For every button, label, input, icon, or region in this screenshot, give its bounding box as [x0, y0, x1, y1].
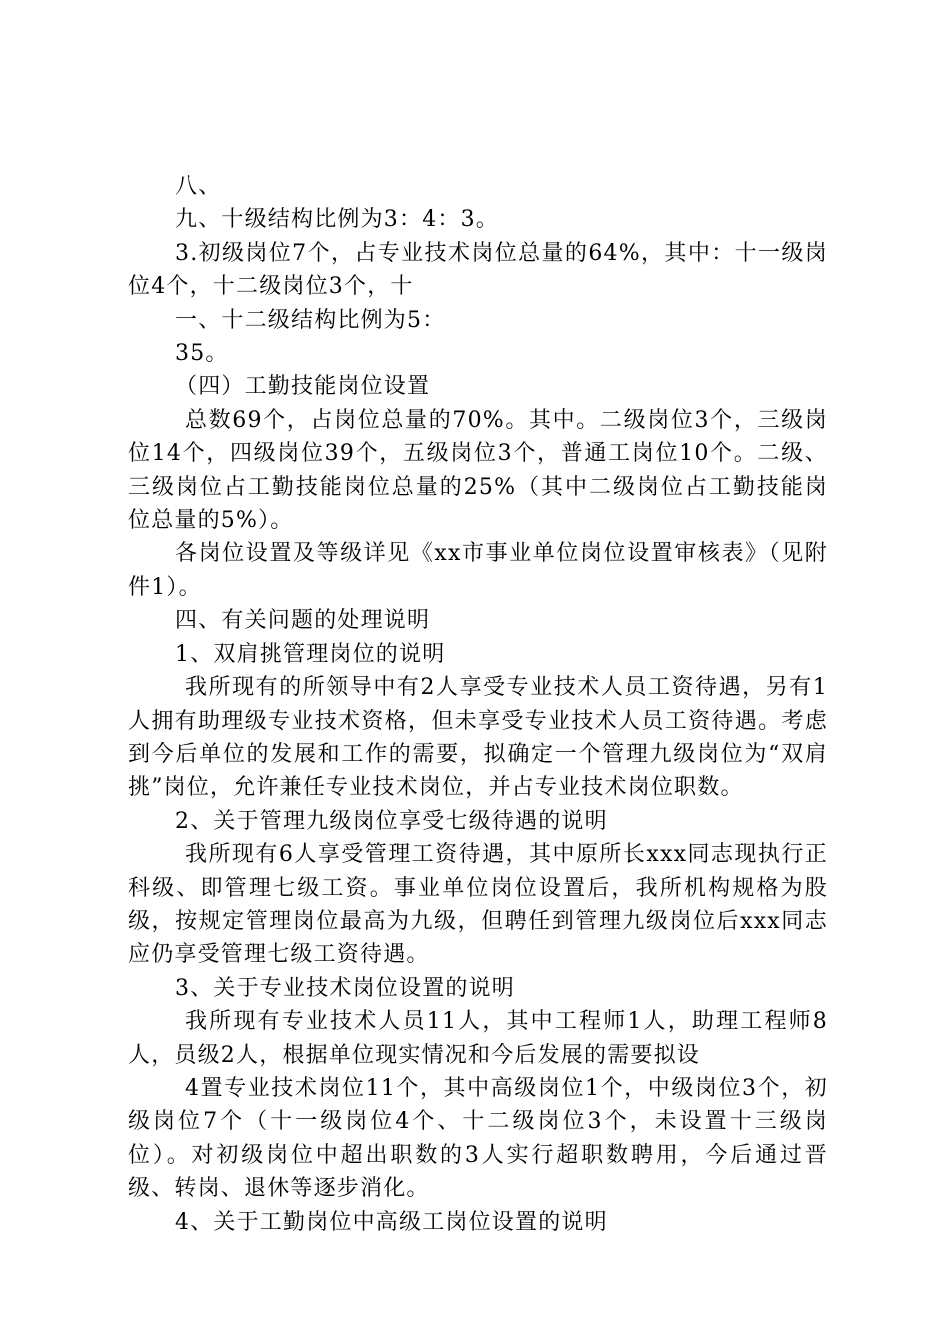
subheading-senior-worker-posts: 4、关于工勤岗位中高级工岗位设置的说明 [175, 1209, 608, 1235]
subheading-dual-role: 1、双肩挑管理岗位的说明 [175, 641, 446, 667]
document-body [128, 170, 828, 1239]
paragraph-technical-staff: 我所现有专业技术人员11人，其中工程师1人，助理工程师8人，员级2人，根据单位现实情况和今后发展的需要拟设 [128, 1009, 828, 1068]
paragraph-worker-totals: 总数69个，占岗位总量的70%。其中。二级岗位3个，三级岗位14个，四级岗位39个，五级岗位3个，普通工岗位10个。二级、三级岗位占工勤技能岗位总量的25%（其中二级岗位占工勤技能岗位总量的5%）。 [128, 407, 828, 534]
paragraph-dual-role: 我所现有的所领导中有2人享受专业技术人员工资待遇，另有1人拥有助理级专业技术资格，但未享受专业技术人员工资待遇。考虑到今后单位的发展和工作的需要，拟确定一个管理九级岗位为“双肩挑”岗位，允许兼任专业技术岗位，并占专业技术岗位职数。 [128, 675, 828, 801]
paragraph-attachment-ref: 各岗位设置及等级详见《xx市事业单位岗位设置审核表》（见附件1）。 [128, 541, 828, 600]
paragraph-technical-posts: 4置专业技术岗位11个，其中高级岗位1个，中级岗位3个，初级岗位7个（十一级岗位4个、十二级岗位3个，未设置十三级岗位）。对初级岗位中超出职数的3人实行超职数聘用，今后通过晋级、转岗、退休等逐步消化。 [128, 1075, 828, 1202]
paragraph-ratio-9-10: 九、十级结构比例为3：4：3。 [175, 207, 499, 233]
section-heading-worker-posts: （四）工勤技能岗位设置 [175, 374, 431, 400]
subheading-level-9-benefits: 2、关于管理九级岗位享受七级待遇的说明 [175, 808, 608, 834]
section-heading-issues: 四、有关问题的处理说明 [175, 608, 431, 634]
paragraph-junior-posts: 3.初级岗位7个，占专业技术岗位总量的64%，其中：十一级岗位4个，十二级岗位3个，十 [128, 240, 828, 300]
paragraph-item-8: 八、 [175, 174, 222, 199]
paragraph-level-9-benefits: 我所现有6人享受管理工资待遇，其中原所长xxx同志现执行正科级、即管理七级工资。事业单位岗位设置后，我所机构规格为股级，按规定管理岗位最高为九级，但聘任到管理九级岗位后xxx同志应仍享受管理七级工资待遇。 [128, 842, 828, 968]
paragraph-ratio-end: 35。 [175, 341, 229, 367]
paragraph-ratio-11-12: 一、十二级结构比例为5： [175, 307, 446, 333]
subheading-technical-posts: 3、关于专业技术岗位设置的说明 [175, 975, 515, 1001]
